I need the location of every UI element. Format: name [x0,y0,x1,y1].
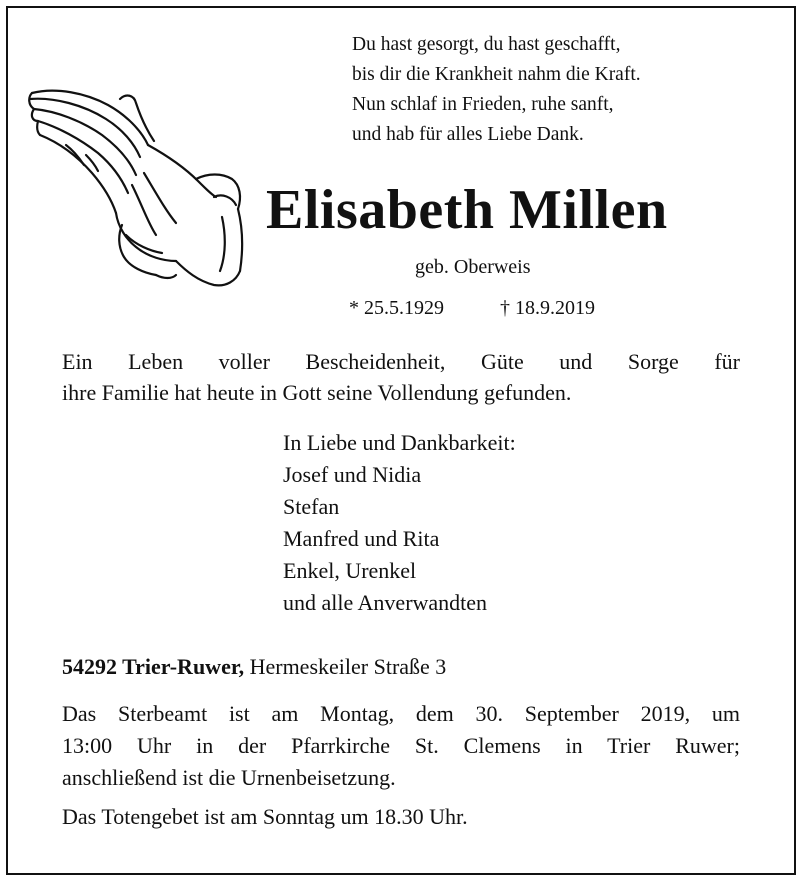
life-dates [349,297,595,320]
address-street: Hermeskeiler Straße 3 [249,654,447,679]
mourner-name: Manfred und Rita [283,526,440,551]
birth-date: * 25.5.1929 [349,297,444,319]
death-date: † 18.9.2019 [500,297,595,319]
service-line: Das Sterbeamt ist am Montag, dem 30. September 2019, um [62,701,740,726]
deceased-name: Elisabeth Millen [266,179,668,241]
poem-line: und hab für alles Liebe Dank. [352,124,584,145]
mourner-name: Josef und Nidia [283,462,422,487]
maiden-name: geb. Oberweis [415,256,531,278]
service-line: anschließend ist die Urnenbeisetzung. [62,765,396,790]
mourners [283,427,516,619]
mourner-name: Enkel, Urenkel [283,558,417,583]
poem-line: Nun schlaf in Frieden, ruhe sanft, [352,94,614,115]
intro-line: Ein Leben voller Bescheidenheit, Güte und Sorge für [62,349,740,374]
mourners-heading: In Liebe und Dankbarkeit: [283,430,516,455]
intro-line: ihre Familie hat heute in Gott seine Vollendung gefunden. [62,380,572,405]
praying-hands-icon [26,85,248,297]
mourner-name: und alle Anverwandten [283,590,488,615]
mourner-name: Stefan [283,494,340,519]
address-city: 54292 Trier-Ruwer, [62,654,245,679]
address [62,654,446,680]
intro-text [62,346,740,408]
prayer-info: Das Totengebet ist am Sonntag um 18.30 Uhr. [62,804,468,829]
service-info [62,698,740,794]
poem [352,30,641,150]
poem-line: bis dir die Krankheit nahm die Kraft. [352,64,641,85]
service-line: 13:00 Uhr in der Pfarrkirche St. Clemens in Trier Ruwer; [62,733,740,758]
poem-line: Du hast gesorgt, du hast geschafft, [352,34,621,55]
